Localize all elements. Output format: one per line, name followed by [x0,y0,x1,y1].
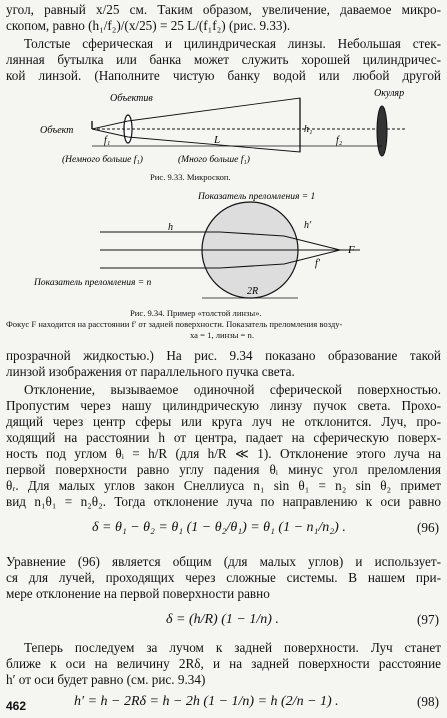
section-heading-line: Толстые сферическая и цилиндрическая линзы. Небольшая стек- [24,36,441,51]
text-line: мере отклонение на первой поверхности равно [6,586,270,601]
text-line: Теперь последуем за лучом к задней поверхности. Луч станет [24,640,441,655]
text-line: вид n₁θ₁ = n₂θ₂. Тогда отклонение луча по направлению к оси равно [6,494,441,509]
equation-97: δ = (h/R) (1 − 1/n) . [166,612,279,627]
text-line: угол, равный x/25 см. Таким образом, увеличение, даваемое микро- [6,2,441,17]
label-F: F [348,244,355,256]
equation-96: δ = θ₁ − θ₂ = θ₁ (1 − θ₂/θ₁) = θ₁ (1 − n₁/n₂) . [92,520,346,535]
text-line: скопом, равно (h₁/f₂)/(x/25) = 25 L/(f₁f₂) (рис. 9.33). [6,18,291,33]
text-line: Уравнение (96) является общим (для малых углов) и использует- [6,554,441,569]
label-h: h [168,222,173,233]
label-ocular: Окуляр [374,88,405,99]
figure-9-34-caption-line: ха = 1, линзы = n. [190,330,254,340]
equation-98: h′ = h − 2Rδ = h − 2h (1 − 1/n) = h (2/n − 1) . [74,694,339,709]
label-L: L [214,134,221,146]
label-h1: h₁ [304,124,313,135]
label-f2: f₂ [336,135,343,146]
label-object: Объект [40,125,74,136]
label-f1: f₁ [104,135,111,146]
text-line: линзой изображения от параллельного пучка света. [6,364,295,379]
label-index-top: Показатель преломления = 1 [198,192,316,202]
ray-cone [92,98,300,152]
text-line: прозрачной жидкостью.) На рис. 9.34 показано образование такой [6,348,441,363]
text-line: лянная бутылка или банка может служить хорошей цилиндричес- [6,52,441,67]
text-line: h′ от оси будет равно (см. рис. 9.34) [6,672,206,687]
figure-9-33-caption: Рис. 9.33. Микроскоп. [150,172,231,182]
equation-97-number: (97) [417,612,439,627]
text-line: ближе к оси на величину 2Rδ, и на задней поверхности расстояние [6,656,441,671]
text-line: дящий через центр сферы или круга луч не отклонится. Луч, про- [6,414,441,429]
figure-9-34-caption-line: Фокус F находится на расстоянии f′ от задней поверхности. Показатель преломления возду- [6,319,343,329]
text-line: первой поверхности равно углу падения θᵢ минус угол преломления [6,462,441,477]
text-line: кой линзой. (Наполните чистую банку водой или любой другой [6,68,441,83]
note-middle: (Много больше f₁) [178,155,250,165]
ocular-lens [377,106,387,156]
text-line: ходящий на расстоянии h от центра, падает на сферическую поверх- [6,430,441,445]
equation-96-number: (96) [417,520,439,535]
section-heading-line: Отклонение, вызываемое одиночной сферической поверхностью. [24,382,441,397]
figure-9-34-thick-lens [0,190,447,308]
text-line: θᵣ. Для малых углов закон Снеллиуса n₁ sin θ₁ = n₂ sin θ₂ примет [6,478,441,493]
text-line: Пропустим через нашу цилиндрическую линзу пучок света. Прохо- [6,398,441,413]
label-objective: Объектив [110,93,153,104]
equation-98-number: (98) [417,694,439,709]
label-index-bottom: Показатель преломления = n [34,278,152,288]
text-line: ся для лучей, проходящих через сложные системы. В нашем при- [6,570,441,585]
figure-9-34-caption-title: Рис. 9.34. Пример «толстой линзы». [130,308,262,318]
label-2R: 2R [247,286,259,297]
note-left: (Немного больше f₁) [62,155,143,165]
page-number: 462 [6,699,27,713]
label-h-prime: h′ [304,220,312,231]
text-line: ность под углом θᵢ = h/R (для h/R ≪ 1). Отклонение этого луча на [6,446,441,461]
label-f-prime: f′ [315,258,320,269]
